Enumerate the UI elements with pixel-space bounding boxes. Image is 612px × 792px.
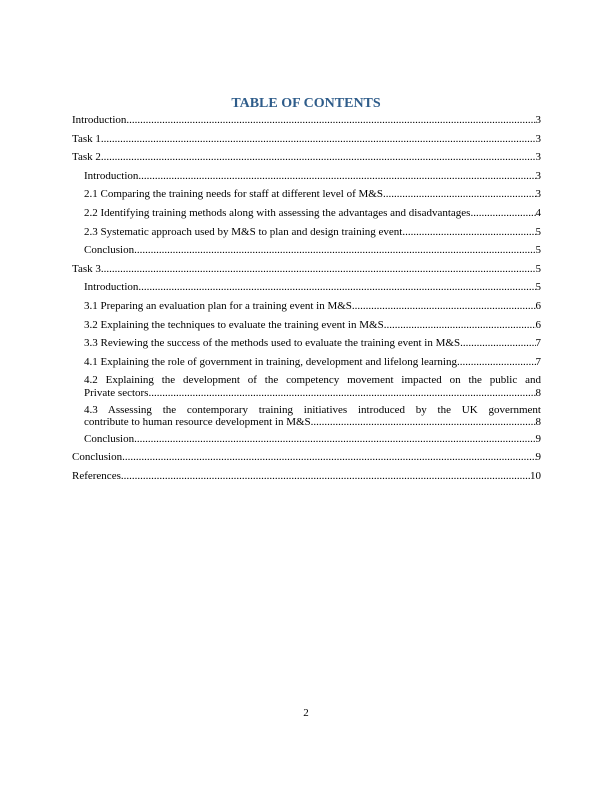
toc-leader	[383, 188, 536, 201]
toc-entry-label: Introduction	[84, 281, 139, 294]
toc-entry-task-2[interactable]	[72, 151, 541, 164]
toc-leader	[134, 244, 535, 257]
toc-entry-label: Task 2	[72, 151, 101, 164]
toc-leader	[134, 433, 535, 446]
toc-leader	[101, 263, 536, 276]
toc-entry-4-1[interactable]	[72, 356, 541, 369]
toc-leader	[460, 337, 535, 350]
toc-entry-label: Introduction	[84, 169, 139, 182]
toc-entry-page: 8	[535, 386, 541, 399]
toc-entry-page: 5	[535, 281, 541, 294]
toc-entry-page: 3	[535, 151, 541, 164]
toc-entry-conclusion[interactable]	[72, 451, 541, 464]
toc-entry-page: 5	[535, 262, 541, 275]
toc-entry-page: 3	[535, 188, 541, 201]
toc-entry-task-1[interactable]	[72, 133, 541, 146]
toc-entry-page: 8	[535, 416, 541, 429]
toc-entry-task-2-conclusion[interactable]	[72, 244, 541, 257]
toc-leader	[457, 356, 536, 369]
toc-entry-label-line1: 4.3 Assessing the contemporary training initiatives introduced by the UK government	[84, 403, 541, 416]
toc-entry-label: 2.2 Identifying training methods along with assessing the advantages and disadvantages	[84, 206, 471, 219]
toc-entry-task-3[interactable]	[72, 263, 541, 276]
toc-entry-page: 5	[535, 225, 541, 238]
toc-entry-4-3[interactable]	[72, 404, 541, 429]
toc-leader	[311, 416, 536, 429]
toc-entry-2-3[interactable]	[72, 226, 541, 239]
toc-entry-line2	[84, 416, 541, 429]
toc-list	[72, 114, 541, 488]
toc-entry-label: Introduction	[72, 114, 127, 126]
toc-leader	[121, 470, 530, 483]
toc-entry-label: Conclusion	[84, 244, 135, 257]
toc-entry-introduction[interactable]	[72, 114, 541, 127]
toc-entry-page: 6	[535, 299, 541, 312]
toc-entry-page: 5	[535, 244, 541, 257]
toc-entry-page: 3	[535, 132, 541, 145]
toc-entry-page: 9	[535, 451, 541, 464]
toc-entry-label: 3.1 Preparing an evaluation plan for a training event in M&S	[84, 299, 352, 312]
toc-entry-label: 4.1 Explaining the role of government in training, development and lifelong learning	[84, 355, 457, 368]
toc-leader	[101, 133, 536, 146]
toc-entry-page: 6	[535, 318, 541, 331]
toc-leader	[148, 387, 535, 400]
toc-entry-3-1[interactable]	[72, 300, 541, 313]
toc-leader	[138, 170, 535, 183]
toc-entry-page: 3	[535, 114, 541, 126]
toc-entry-3-3[interactable]	[72, 337, 541, 350]
page-number: 2	[303, 707, 309, 719]
toc-leader	[138, 281, 535, 294]
toc-entry-4-2[interactable]	[72, 374, 541, 399]
toc-entry-label: 2.3 Systematic approach used by M&S to plan and design training event	[84, 225, 403, 238]
toc-entry-page: 3	[535, 169, 541, 182]
toc-entry-references[interactable]	[72, 470, 541, 483]
toc-entry-page: 7	[535, 355, 541, 368]
toc-entry-task-3-introduction[interactable]	[72, 281, 541, 294]
toc-leader	[126, 114, 535, 127]
toc-entry-page: 10	[530, 469, 541, 482]
toc-entry-label: Conclusion	[84, 432, 135, 445]
toc-entry-label: 3.3 Reviewing the success of the methods used to evaluate the training event in M&S	[84, 337, 461, 350]
toc-entry-task-2-introduction[interactable]	[72, 170, 541, 183]
toc-entry-label: Task 3	[72, 262, 101, 275]
toc-entry-line2	[84, 387, 541, 400]
toc-leader	[402, 226, 535, 239]
toc-entry-3-2[interactable]	[72, 319, 541, 332]
toc-entry-label-line1: 4.2 Explaining the development of the competency movement impacted on the public and	[84, 374, 541, 387]
toc-leader	[101, 151, 536, 164]
toc-entry-label-line2: Private sectors	[84, 386, 149, 399]
toc-entry-task-3-conclusion[interactable]	[72, 433, 541, 446]
toc-entry-page: 9	[535, 432, 541, 445]
toc-entry-label-line2: contribute to human resource development in M&S	[84, 416, 311, 429]
toc-leader	[122, 451, 535, 464]
toc-entry-2-2[interactable]	[72, 207, 541, 220]
toc-entry-label: References	[72, 469, 121, 482]
toc-title: TABLE OF CONTENTS	[231, 96, 381, 111]
toc-entry-label: 3.2 Explaining the techniques to evaluate the training event in M&S	[84, 318, 384, 331]
toc-entry-2-1[interactable]	[72, 188, 541, 201]
toc-leader	[470, 207, 535, 220]
toc-leader	[352, 300, 536, 313]
toc-entry-page: 7	[535, 337, 541, 350]
toc-entry-label: Conclusion	[72, 451, 123, 464]
toc-entry-label: 2.1 Comparing the training needs for staff at different level of M&S	[84, 188, 383, 201]
toc-leader	[384, 319, 536, 332]
toc-entry-page: 4	[535, 206, 541, 219]
toc-entry-label: Task 1	[72, 132, 101, 145]
